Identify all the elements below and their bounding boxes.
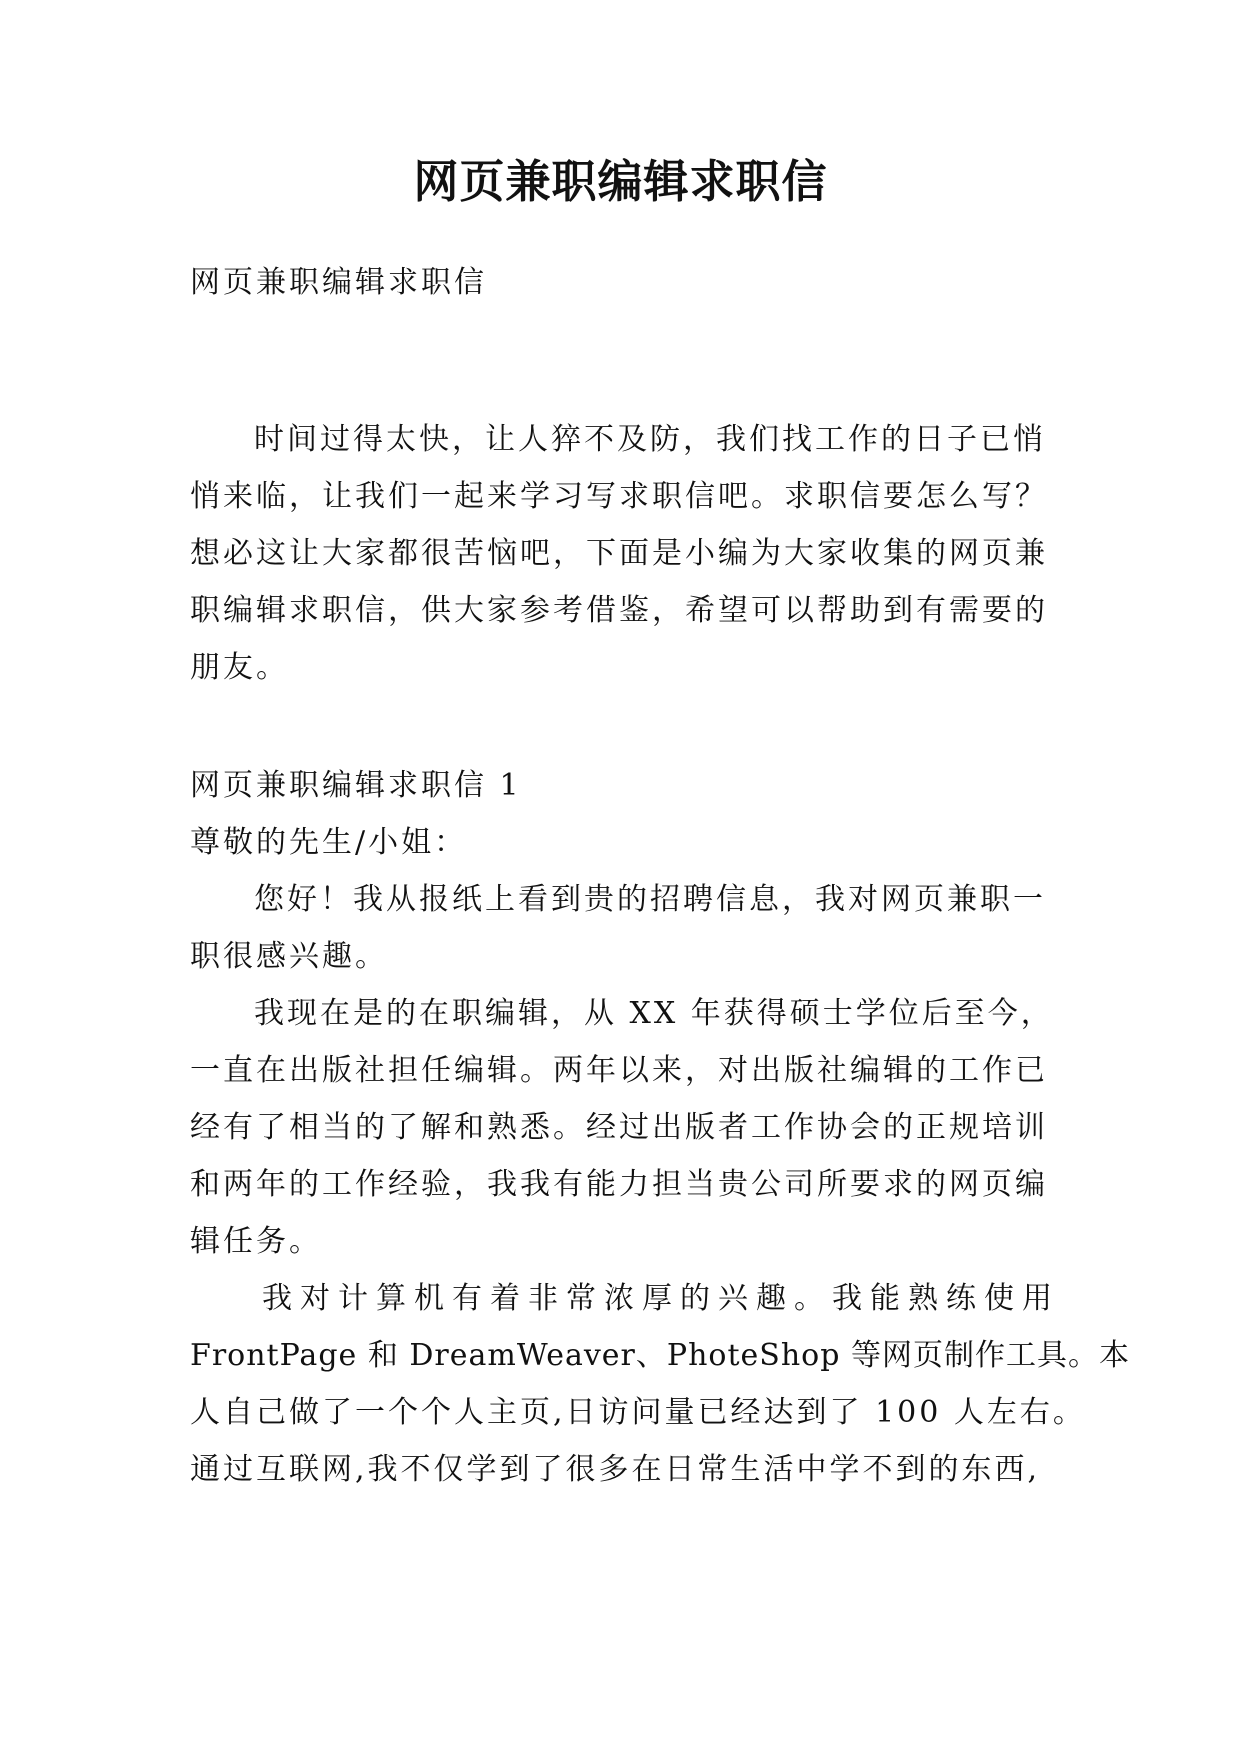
paragraph-line: 职很感兴趣。	[190, 939, 388, 974]
paragraph-line: 我现在是的在职编辑，从 XX 年获得硕士学位后至今，	[254, 996, 1054, 1031]
letter-heading: 网页兼职编辑求职信 1	[190, 768, 522, 803]
intro-line: 想必这让大家都很苦恼吧，下面是小编为大家收集的网页兼	[190, 536, 1048, 571]
intro-line: 悄来临，让我们一起来学习写求职信吧。求职信要怎么写？	[190, 479, 1048, 514]
paragraph-line: 人自己做了一个个人主页,日访问量已经达到了 100 人左右。	[190, 1395, 1086, 1430]
paragraph-line: 和两年的工作经验，我我有能力担当贵公司所要求的网页编	[190, 1167, 1048, 1202]
paragraph-line: FrontPage 和 DreamWeaver、PhoteShop 等网页制作工具。本	[190, 1338, 1130, 1373]
paragraph-line: 一直在出版社担任编辑。两年以来，对出版社编辑的工作已	[190, 1053, 1048, 1088]
paragraph-line: 我对计算机有着非常浓厚的兴趣。我能熟练使用	[262, 1281, 1060, 1316]
paragraph-line: 您好！我从报纸上看到贵的招聘信息，我对网页兼职一	[254, 882, 1046, 917]
intro-line: 朋友。	[190, 650, 289, 685]
letter-salutation: 尊敬的先生/小姐：	[190, 825, 468, 860]
intro-line: 时间过得太快，让人猝不及防，我们找工作的日子已悄	[254, 422, 1046, 457]
document-subtitle: 网页兼职编辑求职信	[190, 265, 487, 300]
paragraph-line: 辑任务。	[190, 1224, 322, 1259]
intro-line: 职编辑求职信，供大家参考借鉴，希望可以帮助到有需要的	[190, 593, 1048, 628]
paragraph-line: 通过互联网,我不仅学到了很多在日常生活中学不到的东西,	[190, 1452, 1041, 1487]
paragraph-line: 经有了相当的了解和熟悉。经过出版者工作协会的正规培训	[190, 1110, 1048, 1145]
document-title: 网页兼职编辑求职信	[413, 155, 828, 208]
